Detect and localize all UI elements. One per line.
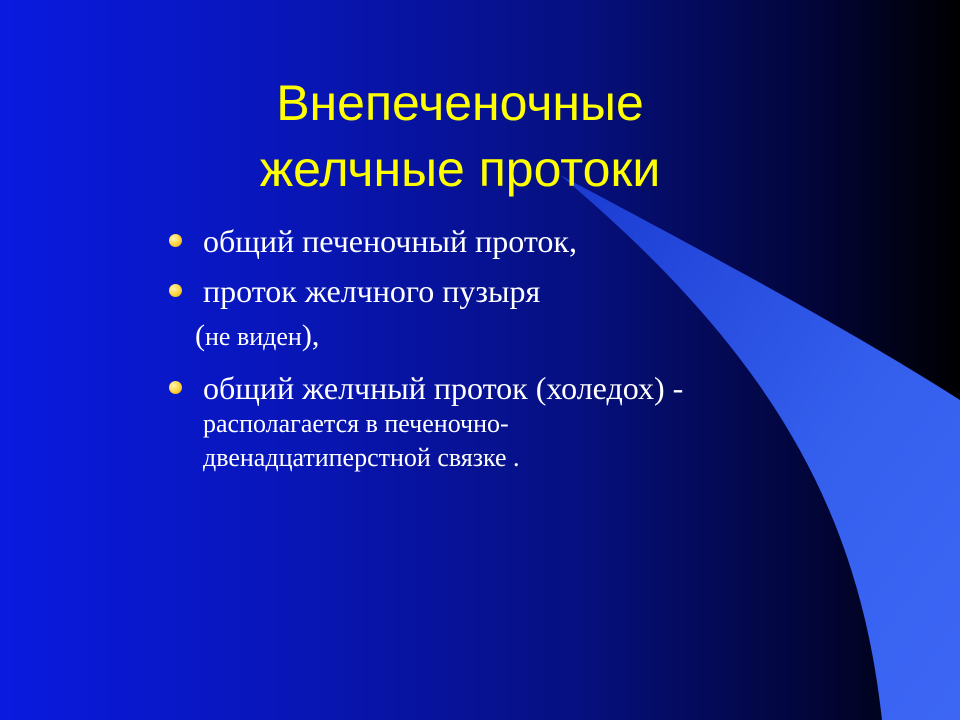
title-line-1: Внепеченочные [276, 75, 644, 131]
bullet-subtext-line-2: двенадцатиперстной связке . [203, 443, 520, 472]
bullet-text: общий печеночный проток, [203, 223, 577, 259]
slide-title [160, 70, 760, 202]
bullet-item [165, 272, 805, 310]
note-close: ), [301, 319, 320, 352]
bullet-item [165, 369, 805, 407]
bullet-item [165, 222, 805, 260]
note-open: ( [195, 319, 205, 352]
bullet-text: общий желчный проток (холедох) - [203, 370, 684, 406]
note-text: не виден [205, 322, 302, 351]
title-line-2: желчные протоки [259, 141, 661, 197]
bullet-dot-icon [169, 234, 182, 247]
bullet-text: проток желчного пузыря [203, 273, 541, 309]
bullet-subtext-line-1: располагается в печеночно- [203, 409, 509, 438]
bullet-dot-icon [169, 284, 182, 297]
bullet-dot-icon [169, 381, 182, 394]
bullet-note [165, 316, 805, 357]
bullet-list [165, 222, 805, 475]
